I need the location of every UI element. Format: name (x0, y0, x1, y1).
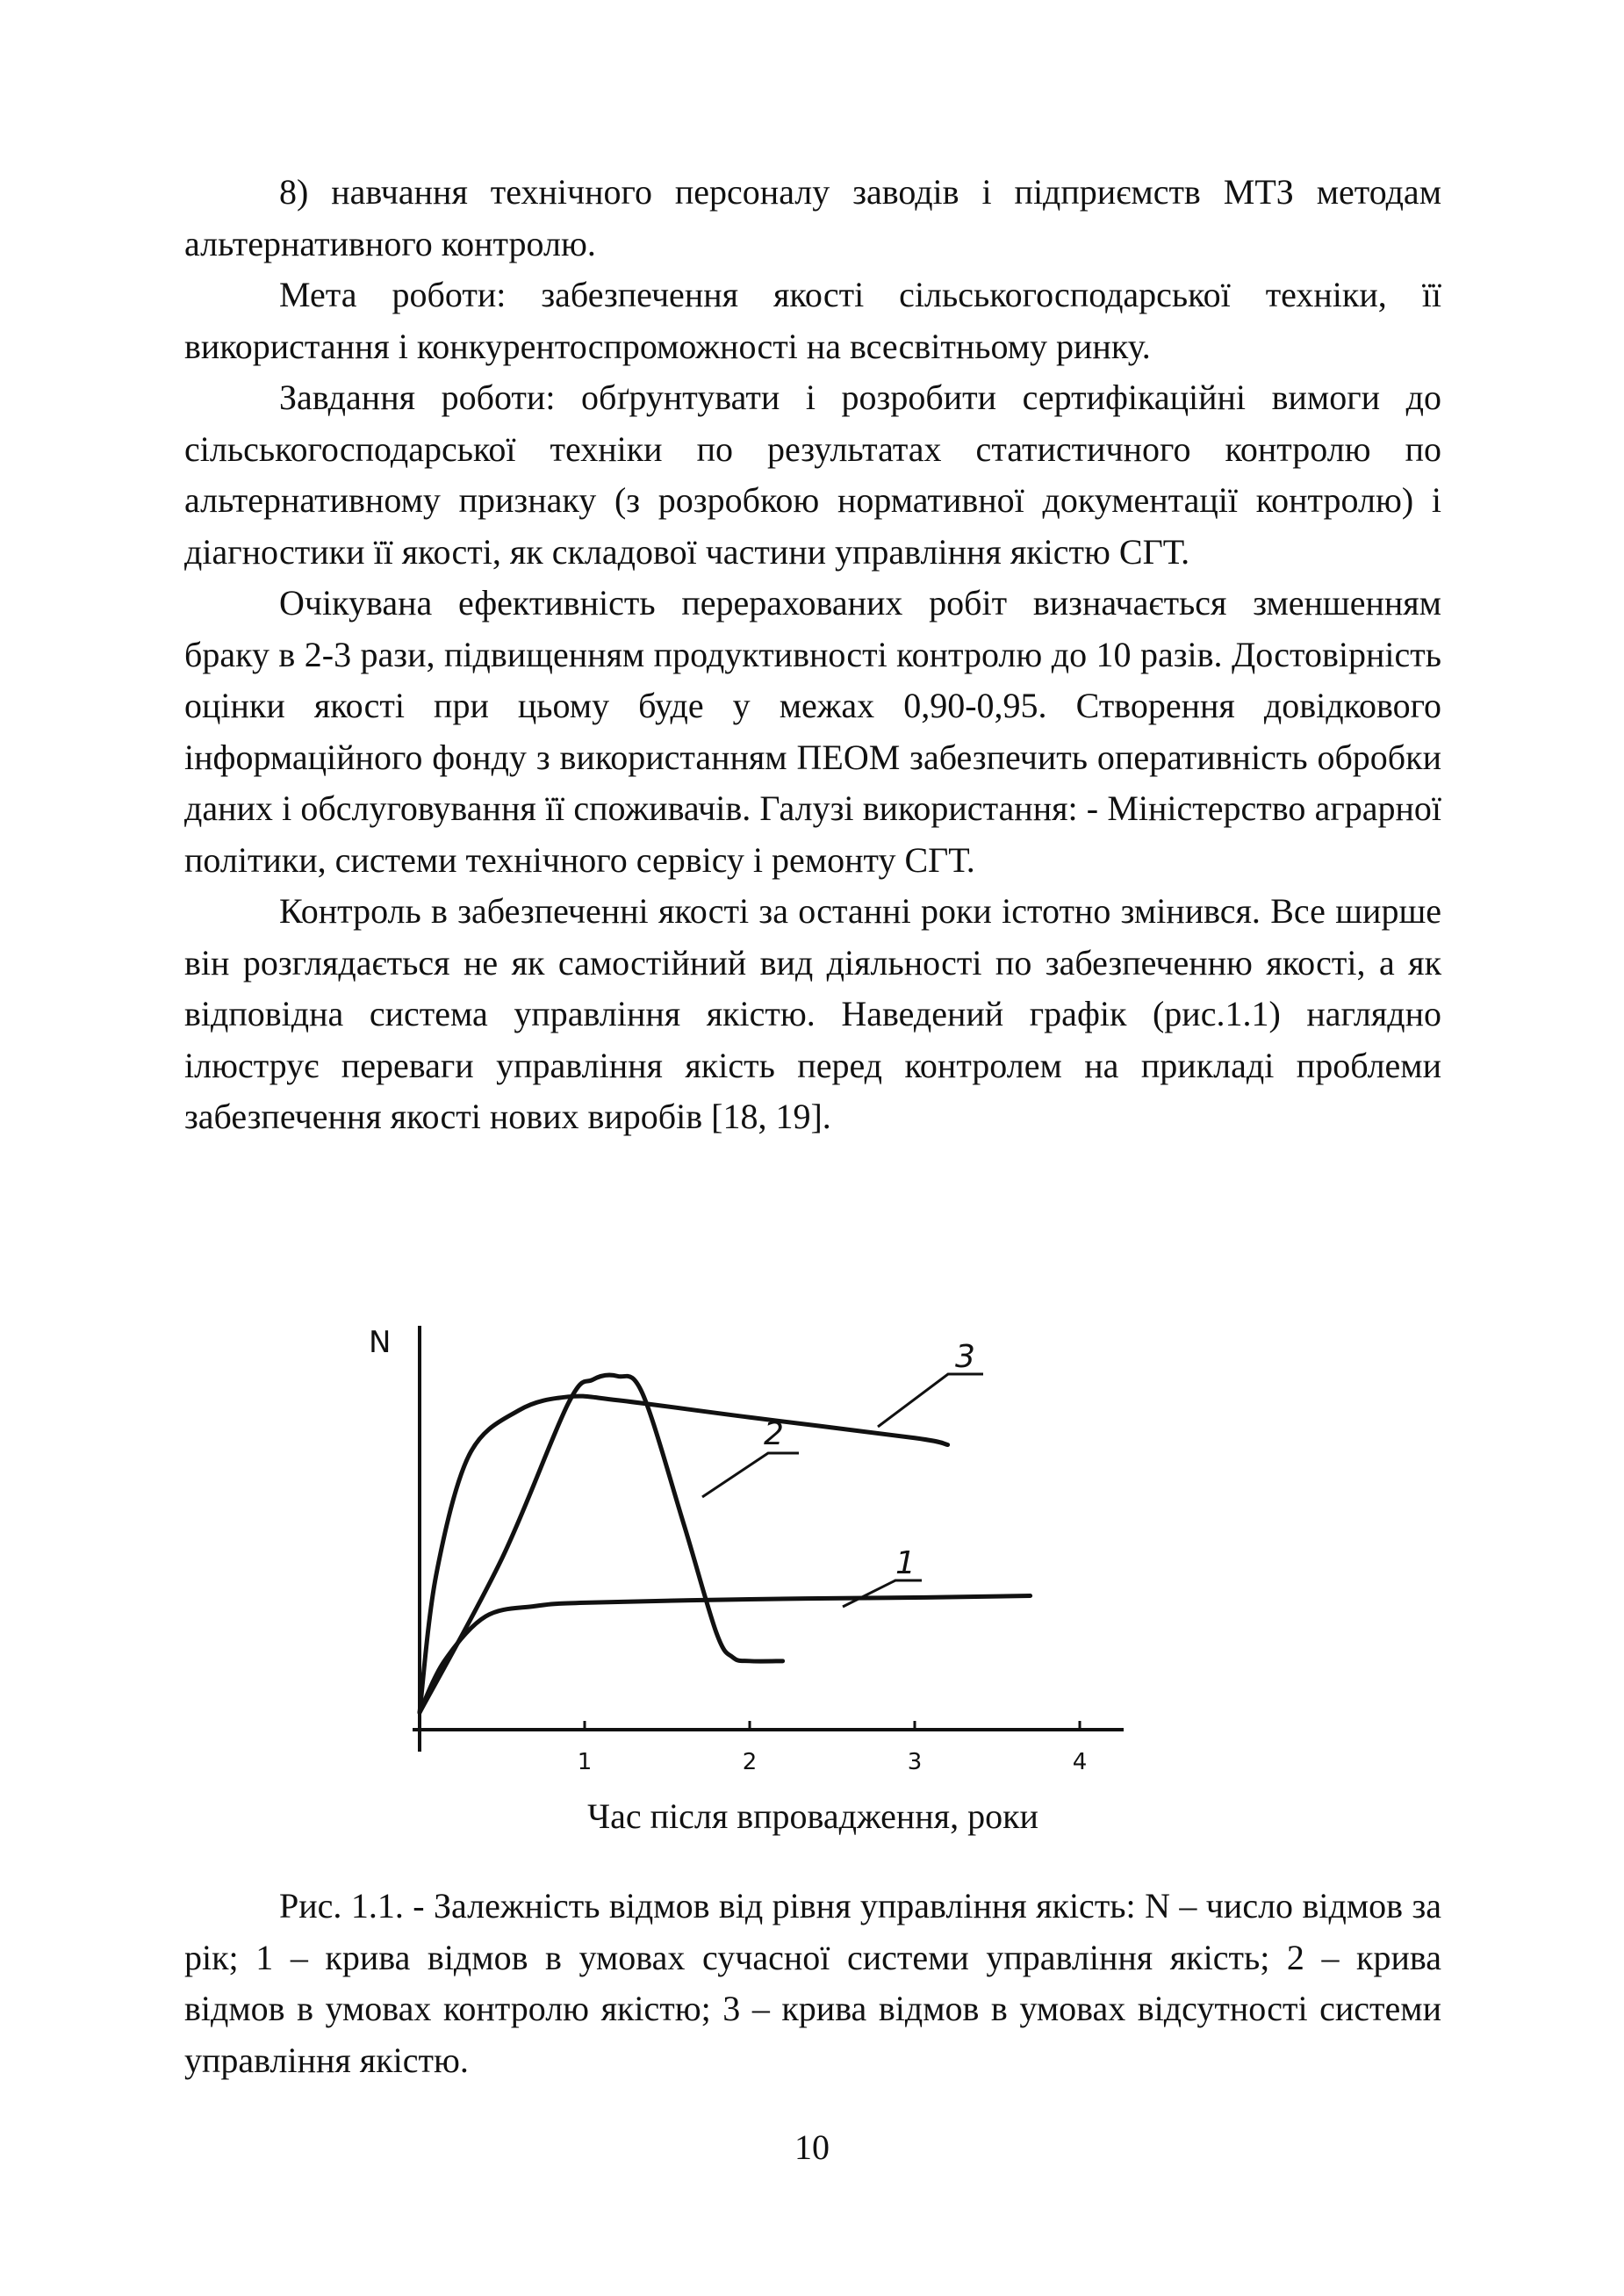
leader-line-3 (878, 1374, 983, 1427)
paragraph-5: Контроль в забезпеченні якості за останні роки істотно змінився. Все ширше він розглядається не як самостійний вид діяльності по забезпеченню якості, а як відповідна система управління якістю. Наведений графік (рис.1.1) наглядно ілюструє переваги управління якість перед контролем на прикладі проблеми забезпечення якості нових виробів [18, 19]. (184, 891, 1441, 1136)
figure-1-1 (351, 1313, 1141, 1804)
x-tick-label-2: 2 (742, 1749, 758, 1775)
leader-line-2 (702, 1453, 799, 1497)
curve-2-label: 2 (764, 1416, 784, 1452)
paragraph-1: 8) навчання технічного персоналу заводів і підприємств МТЗ методам альтернативного контролю. (184, 172, 1441, 263)
figure-caption (184, 1881, 1441, 2086)
curve-label-2 (702, 1416, 799, 1497)
paragraph-2: Мета роботи: забезпечення якості сільськогосподарської техніки, її використання і конкурентоспроможності на всесвітньому ринку. (184, 275, 1441, 366)
curve-label-3 (878, 1339, 983, 1427)
figure-caption-text: Рис. 1.1. - Залежність відмов від рівня управління якість: N – число відмов за рік; 1 – крива відмов в умовах сучасної системи управління якість; 2 – крива відмов в умовах контролю якістю; 3 – крива відмов в умовах відсутності системи управління якістю. (184, 1886, 1441, 2080)
body-text (184, 167, 1441, 1143)
failure-chart (351, 1313, 1141, 1804)
y-axis-label: N (369, 1325, 392, 1360)
x-tick-label-3: 3 (907, 1749, 923, 1775)
paragraph-3: Завдання роботи: обґрунтувати і розробити сертифікаційні вимоги до сільськогосподарської техніки по результатах статистичного контролю по альтернативному признаку (з розробкою нормативної документації контролю) і діагностики її якості, як складової частини управління якістю СГТ. (184, 378, 1441, 572)
curve-1-label: 1 (895, 1545, 916, 1581)
curve-3 (420, 1396, 948, 1712)
page-number: 10 (794, 2127, 830, 2167)
x-tick-label-4: 4 (1072, 1749, 1088, 1775)
curves (420, 1375, 1031, 1712)
paragraph-4: Очікувана ефективність перерахованих робіт визначається зменшенням браку в 2-3 рази, підвищенням продуктивності контролю до 10 разів. Достовірність оцінки якості при цьому буде у межах 0,90-0,95. Створення довідкового інформаційного фонду з використанням ПЕОМ забезпечить оперативність обробки даних і обслуговування її споживачів. Галузі використання: - Міністерство аграрної політики, системи технічного сервісу і ремонту СГТ. (184, 583, 1441, 880)
curve-3-label: 3 (955, 1339, 975, 1375)
leader-line-1 (843, 1580, 922, 1607)
x-tick-label-1: 1 (577, 1749, 593, 1775)
curve-2 (420, 1375, 783, 1712)
x-axis-caption: Час після впровадження, роки (587, 1796, 1038, 1836)
